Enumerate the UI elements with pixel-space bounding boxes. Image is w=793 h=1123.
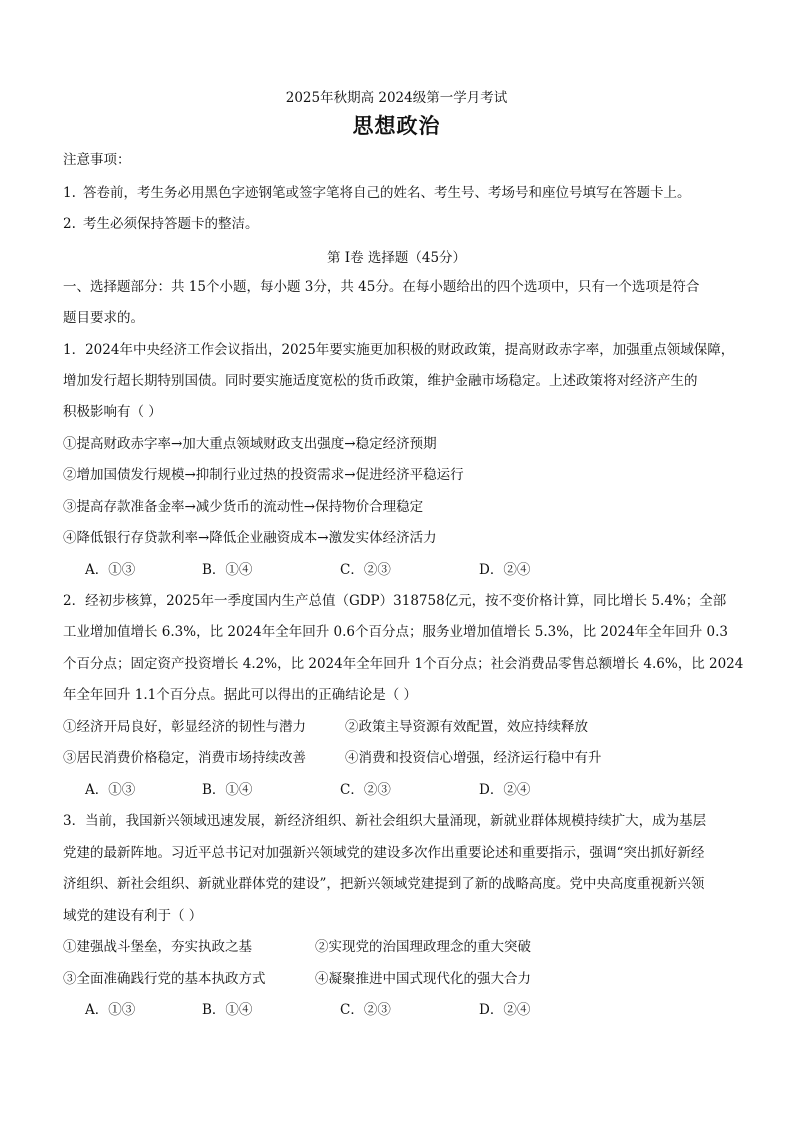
notice-item-1 bbox=[63, 184, 691, 202]
option-d[interactable]: D．②④ bbox=[479, 782, 531, 798]
question-3-stem: 济组织、新社会组织、新就业群体党的建设”，把新兴领域党建提到了新的战略高度。党中央高度重视新兴领 bbox=[63, 876, 705, 892]
question-3-item: ①建强战斗堡垒，夯实执政之基 bbox=[63, 939, 252, 955]
question-2-item: ④消费和投资信心增强，经济运行稳中有升 bbox=[345, 750, 602, 766]
question-1-stem: 1．2024年中央经济工作会议指出，2025年要实施更加积极的财政政策，提高财政赤字率，加强重点领域保障， bbox=[63, 342, 735, 358]
option-c[interactable]: C．②③ bbox=[340, 1002, 391, 1018]
option-a[interactable]: A．①③ bbox=[85, 782, 136, 798]
option-a[interactable]: A．①③ bbox=[85, 1002, 136, 1018]
question-3-item: ④凝聚推进中国式现代化的强大合力 bbox=[315, 971, 531, 987]
notice-item-num: 1. bbox=[63, 185, 76, 201]
question-2-stem: 2．经初步核算，2025年一季度国内生产总值（GDP）318758亿元，按不变价格计算，同比增长 5.4%；全部 bbox=[63, 593, 727, 609]
question-2-item: ①经济开局良好，彰显经济的韧性与潜力 bbox=[63, 719, 306, 735]
question-1-stem: 增加发行超长期特别国债。同时要实施适度宽松的货币政策，维护金融市场稳定。上述政策将对经济产生的 bbox=[63, 373, 698, 389]
option-b[interactable]: B．①④ bbox=[202, 562, 253, 578]
question-1-item: ③提高存款准备金率→减少货币的流动性→保持物价合理稳定 bbox=[63, 499, 424, 515]
question-1-item: ①提高财政赤字率→加大重点领域财政支出强度→稳定经济预期 bbox=[63, 436, 437, 452]
option-b[interactable]: B．①④ bbox=[202, 1002, 253, 1018]
notice-item-2 bbox=[63, 215, 259, 233]
section-instructions-line: 一、选择题部分：共 15个小题，每小题 3分，共 45分。在每小题给出的四个选项中，只有一个选项是符合 bbox=[63, 279, 700, 295]
question-1-item: ②增加国债发行规模→抑制行业过热的投资需求→促进经济平稳运行 bbox=[63, 467, 464, 483]
question-3-stem: 域党的建设有利于（ ） bbox=[63, 908, 203, 924]
question-1-item: ④降低银行存贷款利率→降低企业融资成本→激发实体经济活力 bbox=[63, 530, 437, 546]
question-3-item: ③全面准确践行党的基本执政方式 bbox=[63, 971, 266, 987]
question-2-item: ②政策主导资源有效配置，效应持续释放 bbox=[345, 719, 588, 735]
option-d[interactable]: D．②④ bbox=[479, 562, 531, 578]
option-b[interactable]: B．①④ bbox=[202, 782, 253, 798]
question-2-stem: 个百分点；固定资产投资增长 4.2%，比 2024年全年回升 1个百分点；社会消费品零售总额增长 4.6%，比 2024 bbox=[63, 656, 744, 672]
question-3-item: ②实现党的治国理政理念的重大突破 bbox=[315, 939, 531, 955]
question-2-stem: 年全年回升 1.1个百分点。据此可以得出的正确结论是（ ） bbox=[63, 687, 418, 703]
section-title: 第 I卷 选择题（45分） bbox=[326, 250, 467, 266]
notice-label: 注意事项： bbox=[63, 152, 131, 168]
question-3-stem: 党建的最新阵地。习近平总书记对加强新兴领域党的建设多次作出重要论述和重要指示，强调“突出抓好新经 bbox=[63, 845, 705, 861]
notice-item-text: 答卷前，考生务必用黑色字迹钢笔或签字笔将自己的姓名、考生号、考场号和座位号填写在答题卡上。 bbox=[83, 185, 691, 201]
option-c[interactable]: C．②③ bbox=[340, 782, 391, 798]
option-d[interactable]: D．②④ bbox=[479, 1002, 531, 1018]
notice-item-num: 2. bbox=[63, 216, 76, 232]
question-3-stem: 3．当前，我国新兴领域迅速发展，新经济组织、新社会组织大量涌现，新就业群体规模持续扩大，成为基层 bbox=[63, 813, 707, 829]
option-a[interactable]: A．①③ bbox=[85, 562, 136, 578]
question-2-stem: 工业增加值增长 6.3%，比 2024年全年回升 0.6个百分点；服务业增加值增长 5.3%，比 2024年全年回升 0.3 bbox=[63, 624, 728, 640]
notice-item-text: 考生必须保持答题卡的整洁。 bbox=[83, 216, 259, 232]
question-1-stem: 积极影响有（ ） bbox=[63, 404, 162, 420]
question-2-item: ③居民消费价格稳定，消费市场持续改善 bbox=[63, 750, 306, 766]
option-c[interactable]: C．②③ bbox=[340, 562, 391, 578]
exam-title: 思想政治 bbox=[352, 113, 441, 138]
section-instructions-line: 题目要求的。 bbox=[63, 310, 144, 326]
exam-subtitle: 2025年秋期高 2024级第一学月考试 bbox=[285, 90, 508, 106]
